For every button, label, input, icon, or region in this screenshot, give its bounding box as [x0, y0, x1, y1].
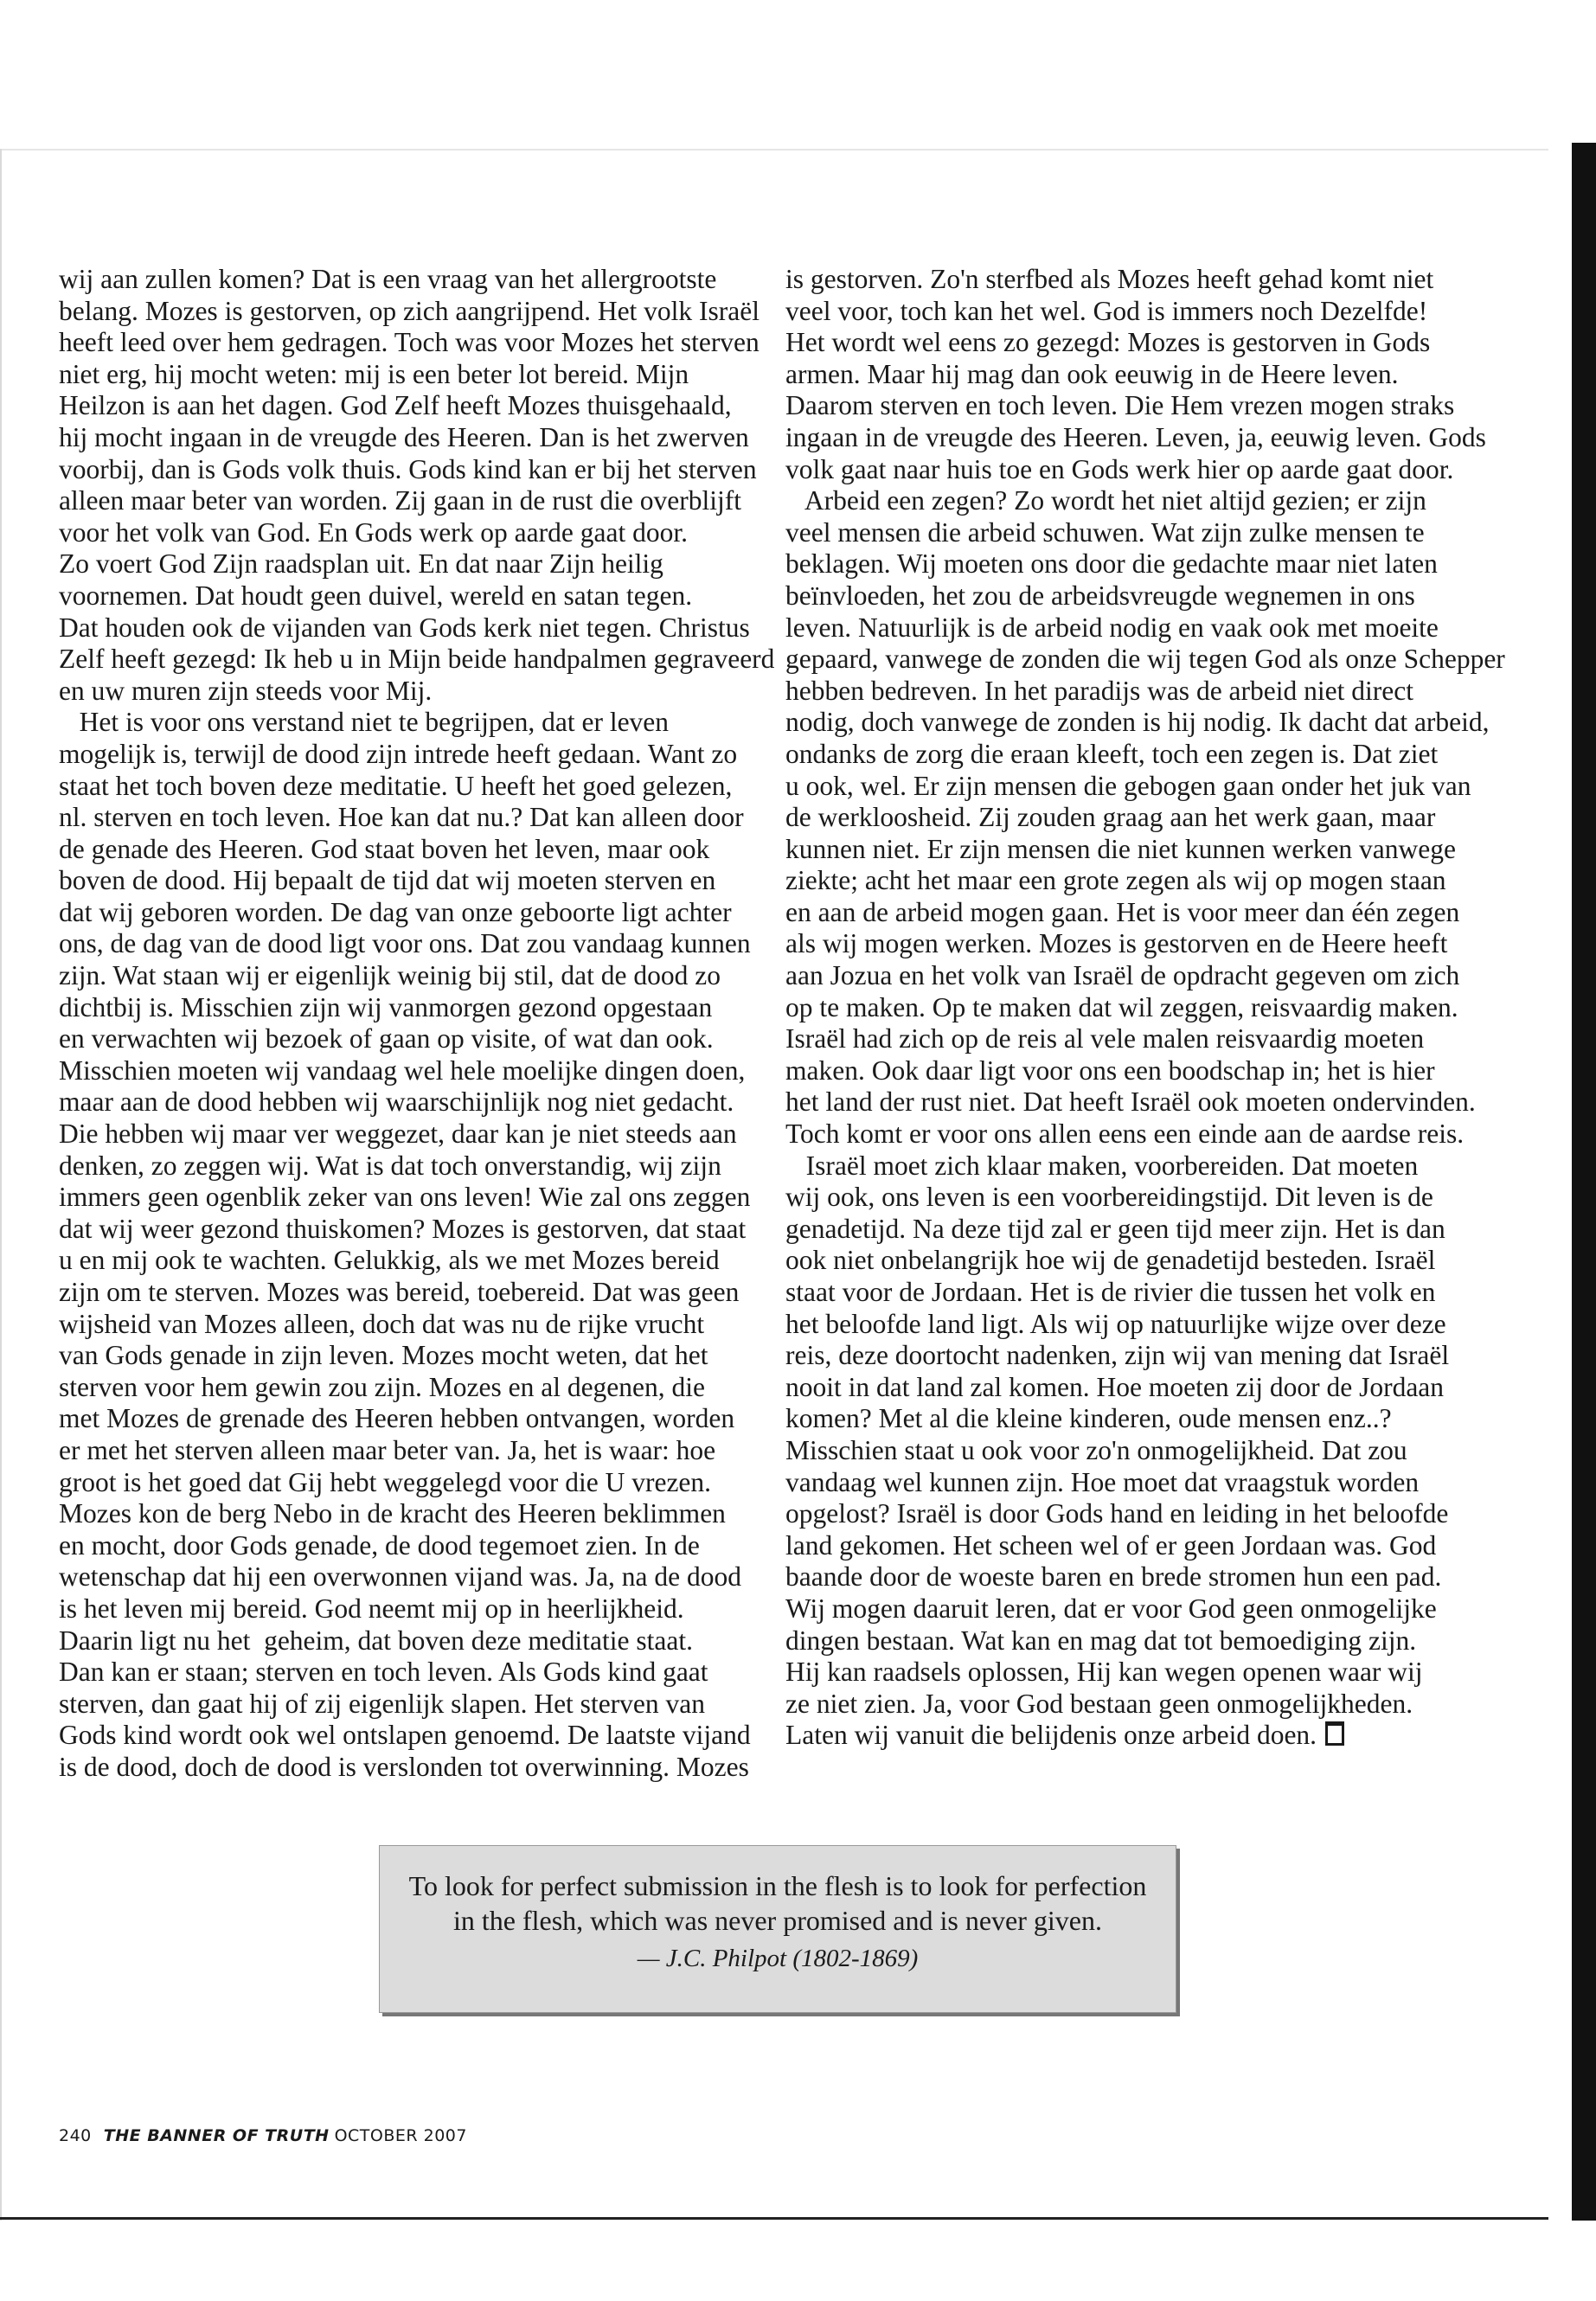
scan-edge-left	[0, 149, 2, 2221]
text-line: volk gaat naar huis toe en Gods werk hier op aarde gaat door.	[785, 453, 1454, 484]
quote-line-1: To look for perfect submission in the flesh is to look for perfection	[408, 1870, 1147, 1901]
text-line: veel voor, toch kan het wel. God is immers noch Dezelfde!	[785, 295, 1428, 326]
text-line: wij aan zullen komen? Dat is een vraag van het allergrootste	[59, 264, 717, 294]
text-line: is het leven mij bereid. God neemt mij op in heerlijkheid.	[59, 1593, 684, 1624]
text-line: immers geen ogenblik zeker van ons leven! Wie zal ons zeggen	[59, 1182, 751, 1213]
text-line: met Mozes de grenade des Heeren hebben ontvangen, worden	[59, 1403, 735, 1434]
magazine-title: THE BANNER OF TRUTH	[103, 2126, 330, 2145]
text-line: Hij kan raadsels oplossen, Hij kan wegen openen waar wij	[785, 1657, 1423, 1688]
text-line: maar aan de dood hebben wij waarschijnlijk nog niet gedacht.	[59, 1086, 734, 1118]
end-of-article-mark	[1325, 1721, 1344, 1746]
issue-date: OCTOBER 2007	[334, 2126, 467, 2145]
text-line: is de dood, doch de dood is verslonden tot overwinning. Mozes	[59, 1751, 749, 1782]
text-line: Wij mogen daaruit leren, dat er voor God geen onmogelijke	[785, 1593, 1437, 1624]
text-line: Die hebben wij maar ver weggezet, daar kan je niet steeds aan	[59, 1118, 737, 1150]
text-line: baande door de woeste baren en brede stromen hun een pad.	[785, 1561, 1442, 1593]
text-line: niet erg, hij mocht weten: mij is een beter lot bereid. Mijn	[59, 358, 689, 389]
text-line: is gestorven. Zo'n sterfbed als Mozes heeft gehad komt niet	[785, 264, 1434, 294]
text-line: aan Jozua en het volk van Israël de opdracht gegeven om zich	[785, 960, 1460, 991]
text-line: van Gods genade in zijn leven. Mozes mocht weten, dat het	[59, 1340, 708, 1371]
text-line: zijn om te sterven. Mozes was bereid, toebereid. Dat was geen	[59, 1277, 740, 1307]
text-line: Daarin ligt nu het geheim, dat boven deze meditatie staat.	[59, 1625, 693, 1656]
text-line: Heilzon is aan het dagen. God Zelf heeft Mozes thuisgehaald,	[59, 390, 732, 421]
text-line: staat voor de Jordaan. Het is de rivier die tussen het volk en	[785, 1277, 1436, 1307]
quote-line-2: in the flesh, which was never promised and is never given.	[452, 1905, 1102, 1936]
text-line: mogelijk is, terwijl de dood zijn intrede heeft gedaan. Want zo	[59, 738, 738, 769]
text-line: kunnen niet. Er zijn mensen die niet kunnen werken vanwege	[785, 833, 1456, 864]
text-line: Daarom sterven en toch leven. Die Hem vrezen mogen straks	[785, 390, 1455, 421]
text-line: zijn. Wat staan wij er eigenlijk weinig bij stil, dat de dood zo	[59, 960, 721, 991]
text-line: armen. Maar hij mag dan ook eeuwig in de Heere leven.	[785, 358, 1399, 389]
text-line: dichtbij is. Misschien zijn wij vanmorgen gezond opgestaan	[59, 991, 713, 1022]
text-line: staat het toch boven deze meditatie. U heeft het goed gelezen,	[59, 770, 733, 801]
text-line: hebben bedreven. In het paradijs was de arbeid niet direct	[785, 675, 1413, 706]
text-line: voornemen. Dat houdt geen duivel, wereld en satan tegen.	[59, 580, 693, 611]
text-line: de genade des Heeren. God staat boven het leven, maar ook	[59, 833, 710, 864]
text-line: de werkloosheid. Zij zouden graag aan het werk gaan, maar	[785, 802, 1436, 833]
text-line: dat wij weer gezond thuiskomen? Mozes is gestorven, dat staat	[59, 1213, 747, 1244]
text-line: en uw muren zijn steeds voor Mij.	[59, 675, 433, 706]
text-line: Zo voert God Zijn raadsplan uit. En dat naar Zijn heilig	[59, 548, 663, 580]
text-line: Laten wij vanuit die belijdenis onze arbeid doen.	[785, 1720, 1477, 1752]
text-line: voorbij, dan is Gods volk thuis. Gods kind kan er bij het sterven	[59, 453, 757, 484]
text-line: heeft leed over hem gedragen. Toch was voor Mozes het sterven	[59, 327, 760, 358]
text-line: u en mij ook te wachten. Gelukkig, als we met Mozes bereid	[59, 1245, 720, 1276]
text-line: maken. Ook daar ligt voor ons een boodschap in; het is hier	[785, 1054, 1435, 1086]
text-line: het land der rust niet. Dat heeft Israël ook moeten ondervinden.	[785, 1086, 1476, 1118]
scan-edge-top	[0, 149, 1548, 151]
text-line: Gods kind wordt ook wel ontslapen genoemd. De laatste vijand	[59, 1720, 751, 1751]
text-line: ziekte; acht het maar een grote zegen als wij op mogen staan	[785, 865, 1446, 896]
text-line: opgelost? Israël is door Gods hand en leiding in het beloofde	[785, 1498, 1449, 1529]
text-line: ze niet zien. Ja, voor God bestaan geen onmogelijkheden.	[785, 1688, 1413, 1719]
text-line: dingen bestaan. Wat kan en mag dat tot bemoediging zijn.	[785, 1625, 1417, 1656]
text-line: nl. sterven en toch leven. Hoe kan dat nu.? Dat kan alleen door	[59, 802, 744, 833]
text-line: ingaan in de vreugde des Heeren. Leven, ja, eeuwig leven. Gods	[785, 421, 1486, 452]
text-line: ons, de dag van de dood ligt voor ons. Dat zou vandaag kunnen	[59, 928, 751, 959]
text-line: u ook, wel. Er zijn mensen die gebogen gaan onder het juk van	[785, 770, 1471, 801]
text-line: Het is voor ons verstand niet te begrijpen, dat er leven	[59, 707, 670, 738]
text-line: het beloofde land ligt. Als wij op natuurlijke wijze over deze	[785, 1308, 1446, 1339]
scan-edge-bottom	[0, 2217, 1548, 2220]
page-number: 240	[59, 2126, 92, 2145]
text-line: Het wordt wel eens zo gezegd: Mozes is gestorven in Gods	[785, 327, 1431, 358]
text-line: voor het volk van God. En Gods werk op aarde gaat door.	[59, 516, 688, 548]
text-line: Misschien staat u ook voor zo'n onmogelijkheid. Dat zou	[785, 1434, 1407, 1465]
text-line: ondanks de zorg die eraan kleeft, toch een zegen is. Dat ziet	[785, 738, 1439, 769]
text-line: reis, deze doortocht nadenken, zijn wij van mening dat Israël	[785, 1340, 1450, 1371]
right-text-column	[785, 264, 1505, 1752]
text-line: als wij mogen werken. Mozes is gestorven en de Heere heeft	[785, 928, 1448, 959]
text-line: ook niet onbelangrijk hoe wij de genadetijd besteden. Israël	[785, 1245, 1436, 1276]
page-footer	[59, 2126, 467, 2145]
text-line: wijsheid van Mozes alleen, doch dat was nu de rijke vrucht	[59, 1308, 705, 1339]
text-line: groot is het goed dat Gij hebt weggelegd voor die U vrezen.	[59, 1466, 712, 1497]
text-line: Misschien moeten wij vandaag wel hele moelijke dingen doen,	[59, 1054, 746, 1086]
text-line: beïnvloeden, het zou de arbeidsvreugde wegnemen in ons	[785, 580, 1415, 611]
text-line: Toch komt er voor ons allen eens een einde aan de aardse reis.	[785, 1118, 1465, 1150]
text-line: Zelf heeft gezegd: Ik heb u in Mijn beide handpalmen gegraveerd	[59, 644, 775, 675]
text-line: dat wij geboren worden. De dag van onze geboorte ligt achter	[59, 896, 732, 927]
scan-edge-right	[1572, 143, 1596, 2221]
text-line: en aan de arbeid mogen gaan. Het is voor meer dan één zegen	[785, 896, 1460, 927]
text-line: er met het sterven alleen maar beter van. Ja, het is waar: hoe	[59, 1434, 716, 1465]
quote-attribution: — J.C. Philpot (1802-1869)	[637, 1945, 919, 1972]
text-line: land gekomen. Het scheen wel of er geen Jordaan was. God	[785, 1529, 1437, 1561]
text-line: veel mensen die arbeid schuwen. Wat zijn zulke mensen te	[785, 516, 1425, 548]
text-line: wetenschap dat hij een overwonnen vijand was. Ja, na de dood	[59, 1561, 742, 1593]
text-line: en verwachten wij bezoek of gaan op visite, of wat dan ook.	[59, 1023, 714, 1054]
text-line: nodig, doch vanwege de zonden is hij nodig. Ik dacht dat arbeid,	[785, 707, 1490, 738]
text-line: Dat houden ook de vijanden van Gods kerk niet tegen. Christus	[59, 612, 750, 643]
text-line: Arbeid een zegen? Zo wordt het niet altijd gezien; er zijn	[785, 485, 1426, 516]
left-text-column	[59, 264, 775, 1784]
text-line: leven. Natuurlijk is de arbeid nodig en vaak ook met moeite	[785, 612, 1439, 643]
text-line: Israël had zich op de reis al vele malen reisvaardig moeten	[785, 1023, 1425, 1054]
quote-box	[379, 1845, 1176, 2013]
text-line: nooit in dat land zal komen. Hoe moeten zij door de Jordaan	[785, 1371, 1445, 1402]
text-line: op te maken. Op te maken dat wil zeggen, reisvaardig maken.	[785, 991, 1458, 1022]
text-line: sterven voor hem gewin zou zijn. Mozes en al degenen, die	[59, 1371, 706, 1402]
text-line: hij mocht ingaan in de vreugde des Heeren. Dan is het zwerven	[59, 421, 749, 452]
text-line: en mocht, door Gods genade, de dood tegemoet zien. In de	[59, 1529, 700, 1561]
text-line: denken, zo zeggen wij. Wat is dat toch onverstandig, wij zijn	[59, 1150, 721, 1181]
text-line: sterven, dan gaat hij of zij eigenlijk slapen. Het sterven van	[59, 1688, 706, 1719]
text-line: komen? Met al die kleine kinderen, oude mensen enz..?	[785, 1403, 1392, 1434]
text-line: genadetijd. Na deze tijd zal er geen tijd meer zijn. Het is dan	[785, 1213, 1445, 1244]
text-line: Mozes kon de berg Nebo in de kracht des Heeren beklimmen	[59, 1498, 726, 1529]
text-line: belang. Mozes is gestorven, op zich aangrijpend. Het volk Israël	[59, 295, 760, 326]
text-line: Dan kan er staan; sterven en toch leven. Als Gods kind gaat	[59, 1657, 708, 1688]
text-line: Israël moet zich klaar maken, voorbereiden. Dat moeten	[785, 1150, 1419, 1181]
text-line: vandaag wel kunnen zijn. Hoe moet dat vraagstuk worden	[785, 1466, 1420, 1497]
text-line: wij ook, ons leven is een voorbereidingstijd. Dit leven is de	[785, 1182, 1433, 1213]
text-line: beklagen. Wij moeten ons door die gedachte maar niet laten	[785, 548, 1438, 580]
text-line: alleen maar beter van worden. Zij gaan in de rust die overblijft	[59, 485, 741, 516]
text-line: gepaard, vanwege de zonden die wij tegen God als onze Schepper	[785, 644, 1505, 675]
text-line: boven de dood. Hij bepaalt de tijd dat wij moeten sterven en	[59, 865, 716, 896]
